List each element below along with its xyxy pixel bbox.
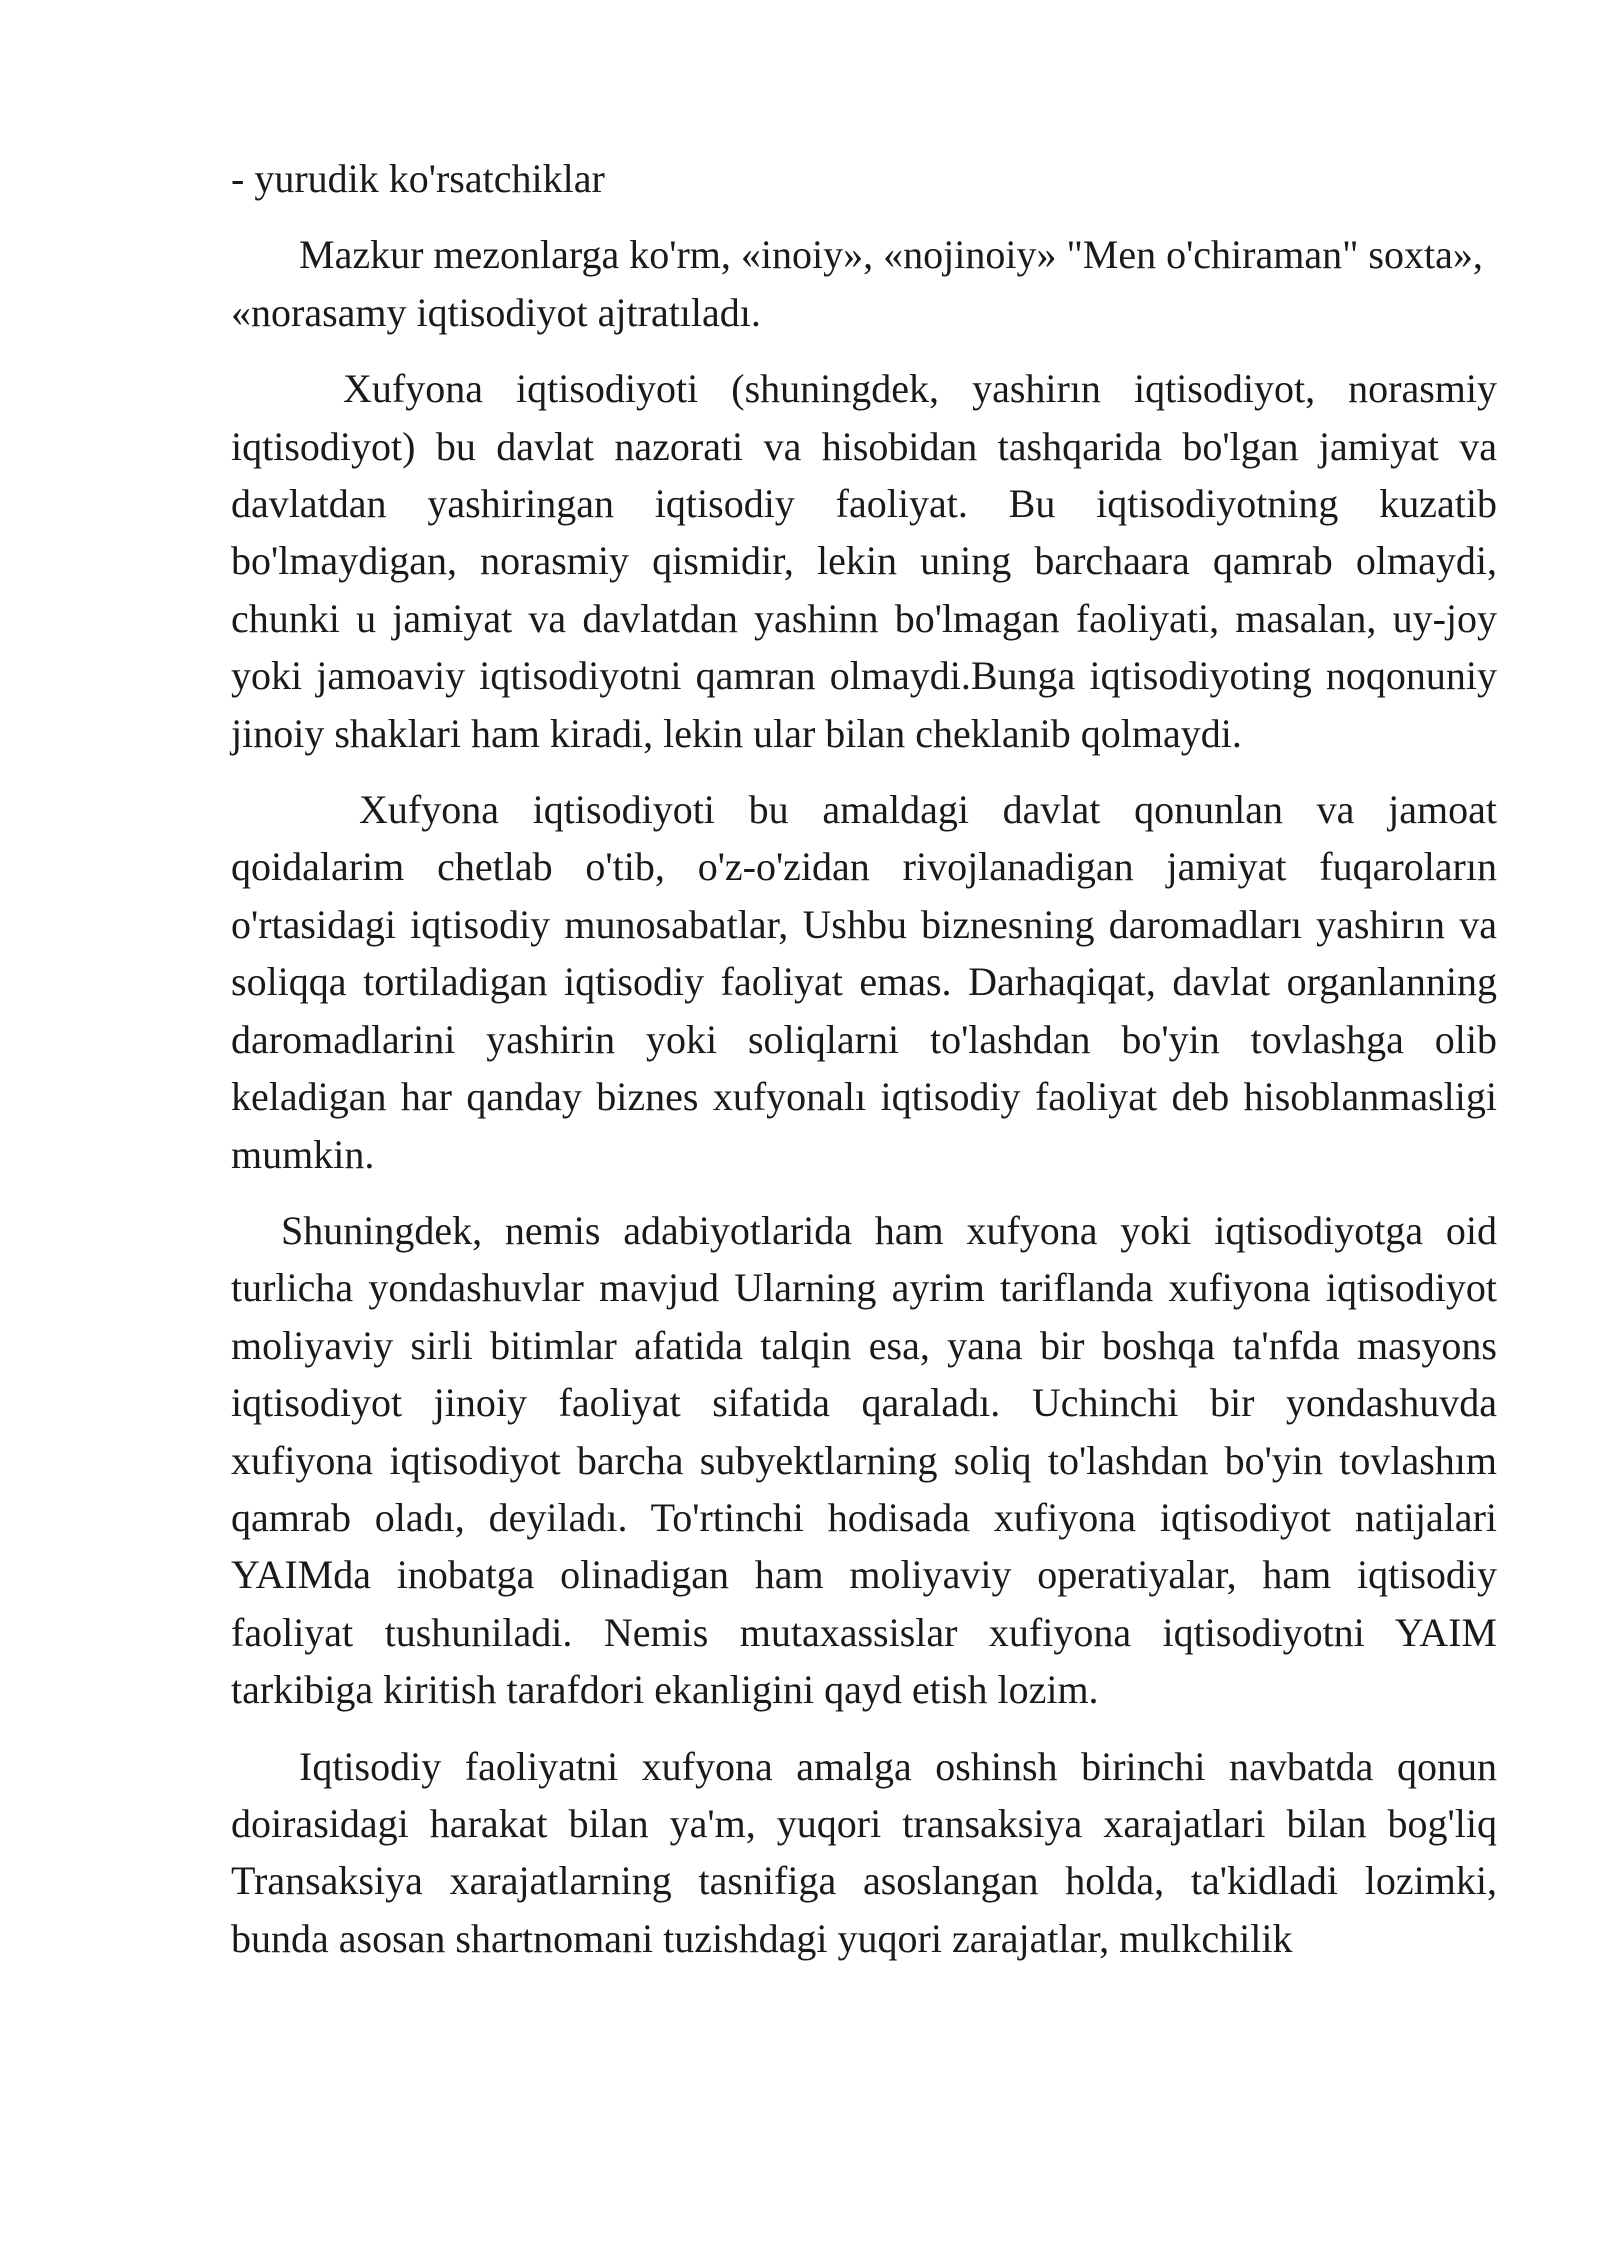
paragraph-4: Shuningdek, nemis adabiyotlarida ham xufyona yoki iqtisodiyotga oid turlicha yondashuvlar mavjud Ularning ayrim tariflanda xufiyona iqtisodiyot moliyaviy sirli bitimlar afatida talqin esa, yana bir boshqa ta'nfda masyons iqtisodiyot jinoiy faoliyat sifatida qaraladı. Uchinchi bir yondashuvda xufiyona iqtisodiyot barcha subyektlarning soliq to'lashdan bo'yin tovlashım qamrab oladı, deyiladı. To'rtinchi hodisada xufiyona iqtisodiyot natijalari YAIMda inobatga olinadigan ham moliyaviy operatiyalar, ham iqtisodiy faoliyat tushuniladi. Nemis mutaxassislar xufiyona iqtisodiyotni YAIM tarkibiga kiritish tarafdori ekanligini qayd etish lozim. xyxy=(231,1207,1497,1713)
paragraph-2: Xufyona iqtisodiyoti (shuningdek, yashirın iqtisodiyot, norasmiy iqtisodiyot) bu davlat nazorati va hisobidan tashqarida bo'lgan jamiyat va davlatdan yashiringan iqtisodiy faoliyat. Bu iqtisodiyotning kuzatib bo'lmaydigan, norasmiy qismidir, lekin uning barchaara qamrab olmaydi, chunki u jamiyat va davlatdan yashinn bo'lmagan faoliyati, masalan, uy-joy yoki jamoaviy iqtisodiyotni qamran olmaydi.Bunga iqtisodiyoting noqonuniy jinoiy shaklari ham kiradi, lekin ular bilan cheklanib qolmaydi. xyxy=(231,366,1497,756)
paragraph-1: Mazkur mezonlarga ko'rm, «inoiy», «nojinoiy» "Men o'chiraman" soxta», «norasamy iqtisodiyot ajtratıladı. xyxy=(231,232,1483,335)
list-item: - yurudik ko'rsatchiklar xyxy=(231,156,605,201)
paragraph-5: Iqtisodiy faoliyatni xufyona amalga oshinsh birinchi navbatda qonun doirasidagi harakat bilan ya'm, yuqori transaksiya xarajatlari bilan bog'liq Transaksiya xarajatlarning tasnifiga asoslangan holda, ta'kidladi lozimki, bunda asosan shartnomani tuzishdagi yuqori zarajatlar, mulkchilik xyxy=(231,1743,1497,1961)
document-body xyxy=(231,150,1497,1986)
paragraph-3: Xufyona iqtisodiyoti bu amaldagi davlat qonunlan va jamoat qoidalarim chetlab o'tib, o'z-o'zidan rivojlanadigan jamiyat fuqaroların o'rtasidagi iqtisodiy munosabatlar, Ushbu biznesning daromadları yashirın va soliqqa tortiladigan iqtisodiy faoliyat emas. Darhaqiqat, davlat organlanning daromadlarini yashirin yoki soliqlarni to'lashdan bo'yin tovlashga olib keladigan har qanday biznes xufyonalı iqtisodiy faoliyat deb hisoblanmasligi mumkin. xyxy=(231,787,1497,1177)
